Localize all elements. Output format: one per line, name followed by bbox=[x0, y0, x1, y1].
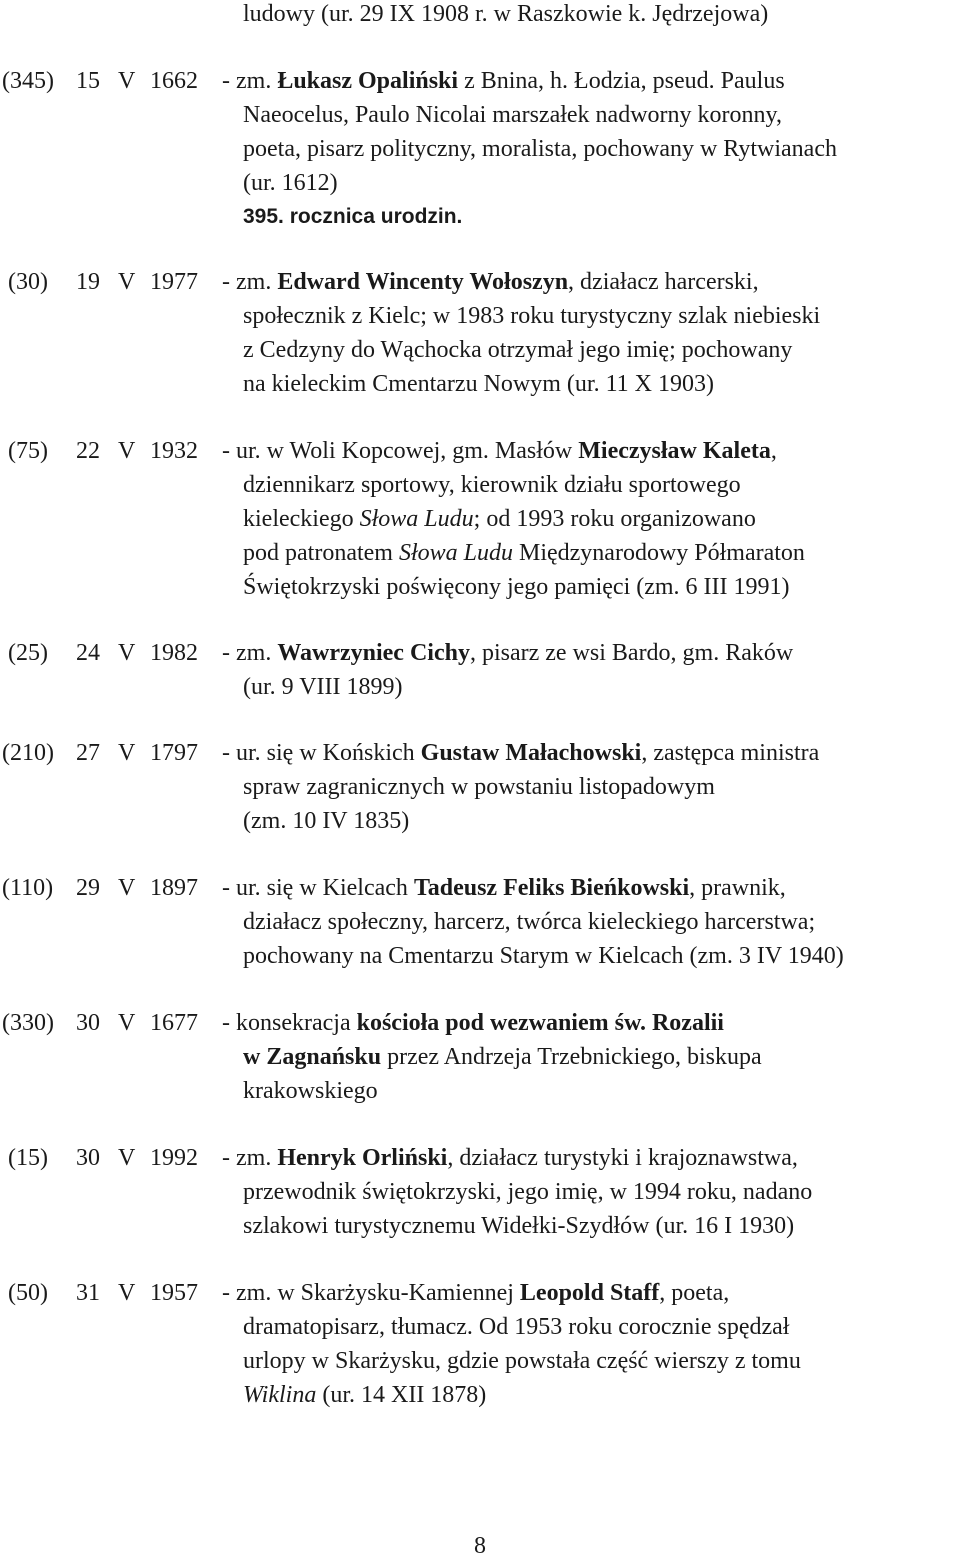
entry-text-line bbox=[243, 201, 462, 233]
text-span: Międzynarodowy Półmaraton bbox=[512, 540, 805, 566]
anniversary-count: (210) bbox=[2, 740, 54, 766]
entry-day: 30 bbox=[76, 1145, 100, 1171]
text-span: z Bnina, h. Łodzia, pseud. Paulus bbox=[458, 68, 785, 94]
entry-text-line bbox=[243, 1041, 762, 1073]
entry-day: 24 bbox=[76, 640, 100, 666]
entry-year: 1897 bbox=[150, 875, 198, 901]
entry-text-line: krakowskiego bbox=[243, 1078, 378, 1104]
entry-text-line: Świętokrzyski poświęcony jego pamięci (zm. 6 III 1991) bbox=[243, 574, 790, 600]
entry-text-line: urlopy w Skarżysku, gdzie powstała część wierszy z tomu bbox=[243, 1348, 801, 1374]
entry-text-line: na kieleckim Cmentarzu Nowym (ur. 11 X 1903) bbox=[243, 371, 714, 397]
entry-year: 1662 bbox=[150, 68, 198, 94]
text-span: - konsekracja bbox=[222, 1010, 357, 1036]
top-continuation-line: ludowy (ur. 29 IX 1908 r. w Raszkowie k. Jędrzejowa) bbox=[243, 1, 769, 27]
entry-text-line: z Cedzyny do Wąchocka otrzymał jego imię; pochowany bbox=[243, 337, 793, 363]
publication-title: Słowa Ludu bbox=[359, 506, 474, 532]
entry-month: V bbox=[118, 1280, 136, 1306]
text-span: , działacz harcerski, bbox=[568, 269, 759, 295]
anniversary-count: (110) bbox=[2, 875, 54, 901]
entry-day: 29 bbox=[76, 875, 100, 901]
anniversary-count: (75) bbox=[8, 438, 48, 464]
text-span: - ur. się w Kielcach bbox=[222, 875, 414, 901]
page-number: 8 bbox=[474, 1533, 486, 1559]
entry-year: 1977 bbox=[150, 269, 198, 295]
entry-month: V bbox=[118, 269, 136, 295]
entry-text-line: przewodnik świętokrzyski, jego imię, w 1994 roku, nadano bbox=[243, 1179, 813, 1205]
entry-text-line bbox=[222, 435, 777, 467]
anniversary-count: (25) bbox=[8, 640, 48, 666]
entry-month: V bbox=[118, 438, 136, 464]
entry-text-line bbox=[222, 65, 785, 97]
person-name: Łukasz Opaliński bbox=[277, 68, 459, 94]
entry-text-line: poeta, pisarz polityczny, moralista, pochowany w Rytwianach bbox=[243, 136, 837, 162]
text-span: , pisarz ze wsi Bardo, gm. Raków bbox=[469, 640, 794, 666]
entry-month: V bbox=[118, 1010, 136, 1036]
entry-text-line: (ur. 9 VIII 1899) bbox=[243, 674, 403, 700]
entry-text-line: działacz społeczny, harcerz, twórca kieleckiego harcerstwa; bbox=[243, 909, 816, 935]
entry-month: V bbox=[118, 740, 136, 766]
person-name: Wawrzyniec Cichy bbox=[277, 640, 470, 666]
anniversary-count: (15) bbox=[8, 1145, 48, 1171]
entry-text-line: (zm. 10 IV 1835) bbox=[243, 808, 410, 834]
book-title: Wiklina bbox=[243, 1382, 317, 1408]
entry-text-line bbox=[243, 1379, 486, 1411]
text-span: - zm. bbox=[222, 640, 278, 666]
text-span: (ur. 14 XII 1878) bbox=[316, 1382, 487, 1408]
entry-year: 1982 bbox=[150, 640, 198, 666]
person-name: Mieczysław Kaleta bbox=[578, 438, 771, 464]
person-name: Edward Wincenty Wołoszyn bbox=[277, 269, 569, 295]
text-span: , zastępca ministra bbox=[641, 740, 820, 766]
anniversary-count: (30) bbox=[8, 269, 48, 295]
text-span: kieleckiego bbox=[243, 506, 360, 532]
text-span: pod patronatem bbox=[243, 540, 399, 566]
entry-text-line: dramatopisarz, tłumacz. Od 1953 roku corocznie spędzał bbox=[243, 1314, 790, 1340]
entry-text-line bbox=[222, 872, 786, 904]
entry-text-line: Naeocelus, Paulo Nicolai marszałek nadworny koronny, bbox=[243, 102, 782, 128]
person-name: Gustaw Małachowski bbox=[420, 740, 642, 766]
anniversary-note: 395. rocznica urodzin. bbox=[243, 205, 463, 228]
anniversary-count: (345) bbox=[2, 68, 54, 94]
entry-day: 30 bbox=[76, 1010, 100, 1036]
entry-year: 1797 bbox=[150, 740, 198, 766]
text-span: - zm. bbox=[222, 68, 278, 94]
text-span: - ur. się w Końskich bbox=[222, 740, 421, 766]
entry-month: V bbox=[118, 1145, 136, 1171]
entry-text-line bbox=[222, 1142, 798, 1174]
entry-text-line bbox=[243, 537, 805, 569]
person-name: Tadeusz Feliks Bieńkowski bbox=[413, 875, 690, 901]
entry-day: 31 bbox=[76, 1280, 100, 1306]
entry-text-line bbox=[243, 503, 756, 535]
church-name: kościoła pod wezwaniem św. Rozalii bbox=[356, 1010, 724, 1036]
entry-year: 1992 bbox=[150, 1145, 198, 1171]
entry-text-line bbox=[222, 1007, 724, 1039]
entry-month: V bbox=[118, 875, 136, 901]
text-span: , prawnik, bbox=[689, 875, 786, 901]
person-name: Leopold Staff bbox=[519, 1280, 660, 1306]
text-span: - ur. w Woli Kopcowej, gm. Masłów bbox=[222, 438, 579, 464]
entry-day: 22 bbox=[76, 438, 100, 464]
text-span: - zm. bbox=[222, 269, 278, 295]
anniversary-count: (330) bbox=[2, 1010, 54, 1036]
entry-text-line bbox=[222, 1277, 729, 1309]
entry-month: V bbox=[118, 640, 136, 666]
entry-text-line: spraw zagranicznych w powstaniu listopadowym bbox=[243, 774, 715, 800]
entry-text-line bbox=[222, 266, 759, 298]
text-span: , działacz turystyki i krajoznawstwa, bbox=[447, 1145, 798, 1171]
entry-month: V bbox=[118, 68, 136, 94]
entry-text-line: pochowany na Cmentarzu Starym w Kielcach (zm. 3 IV 1940) bbox=[243, 943, 844, 969]
entry-day: 27 bbox=[76, 740, 100, 766]
entry-year: 1677 bbox=[150, 1010, 198, 1036]
entry-text-line: dziennikarz sportowy, kierownik działu sportowego bbox=[243, 472, 741, 498]
entry-text-line bbox=[222, 637, 793, 669]
entry-year: 1957 bbox=[150, 1280, 198, 1306]
entry-text-line: (ur. 1612) bbox=[243, 170, 338, 196]
text-span: , bbox=[770, 438, 777, 464]
entry-text-line: społecznik z Kielc; w 1983 roku turystyczny szlak niebieski bbox=[243, 303, 821, 329]
entry-text-line: szlakowi turystycznemu Widełki-Szydłów (ur. 16 I 1930) bbox=[243, 1213, 795, 1239]
text-span: , poeta, bbox=[659, 1280, 730, 1306]
entry-year: 1932 bbox=[150, 438, 198, 464]
text-span: przez Andrzeja Trzebnickiego, biskupa bbox=[381, 1044, 762, 1070]
person-name: Henryk Orliński bbox=[277, 1145, 448, 1171]
text-span: ; od 1993 roku organizowano bbox=[473, 506, 756, 532]
entry-text-line bbox=[222, 737, 819, 769]
text-span: - zm. w Skarżysku-Kamiennej bbox=[222, 1280, 520, 1306]
place-name: w Zagnańsku bbox=[243, 1044, 382, 1070]
entry-day: 15 bbox=[76, 68, 100, 94]
publication-title: Słowa Ludu bbox=[398, 540, 513, 566]
entry-day: 19 bbox=[76, 269, 100, 295]
text-span: - zm. bbox=[222, 1145, 278, 1171]
anniversary-count: (50) bbox=[8, 1280, 48, 1306]
